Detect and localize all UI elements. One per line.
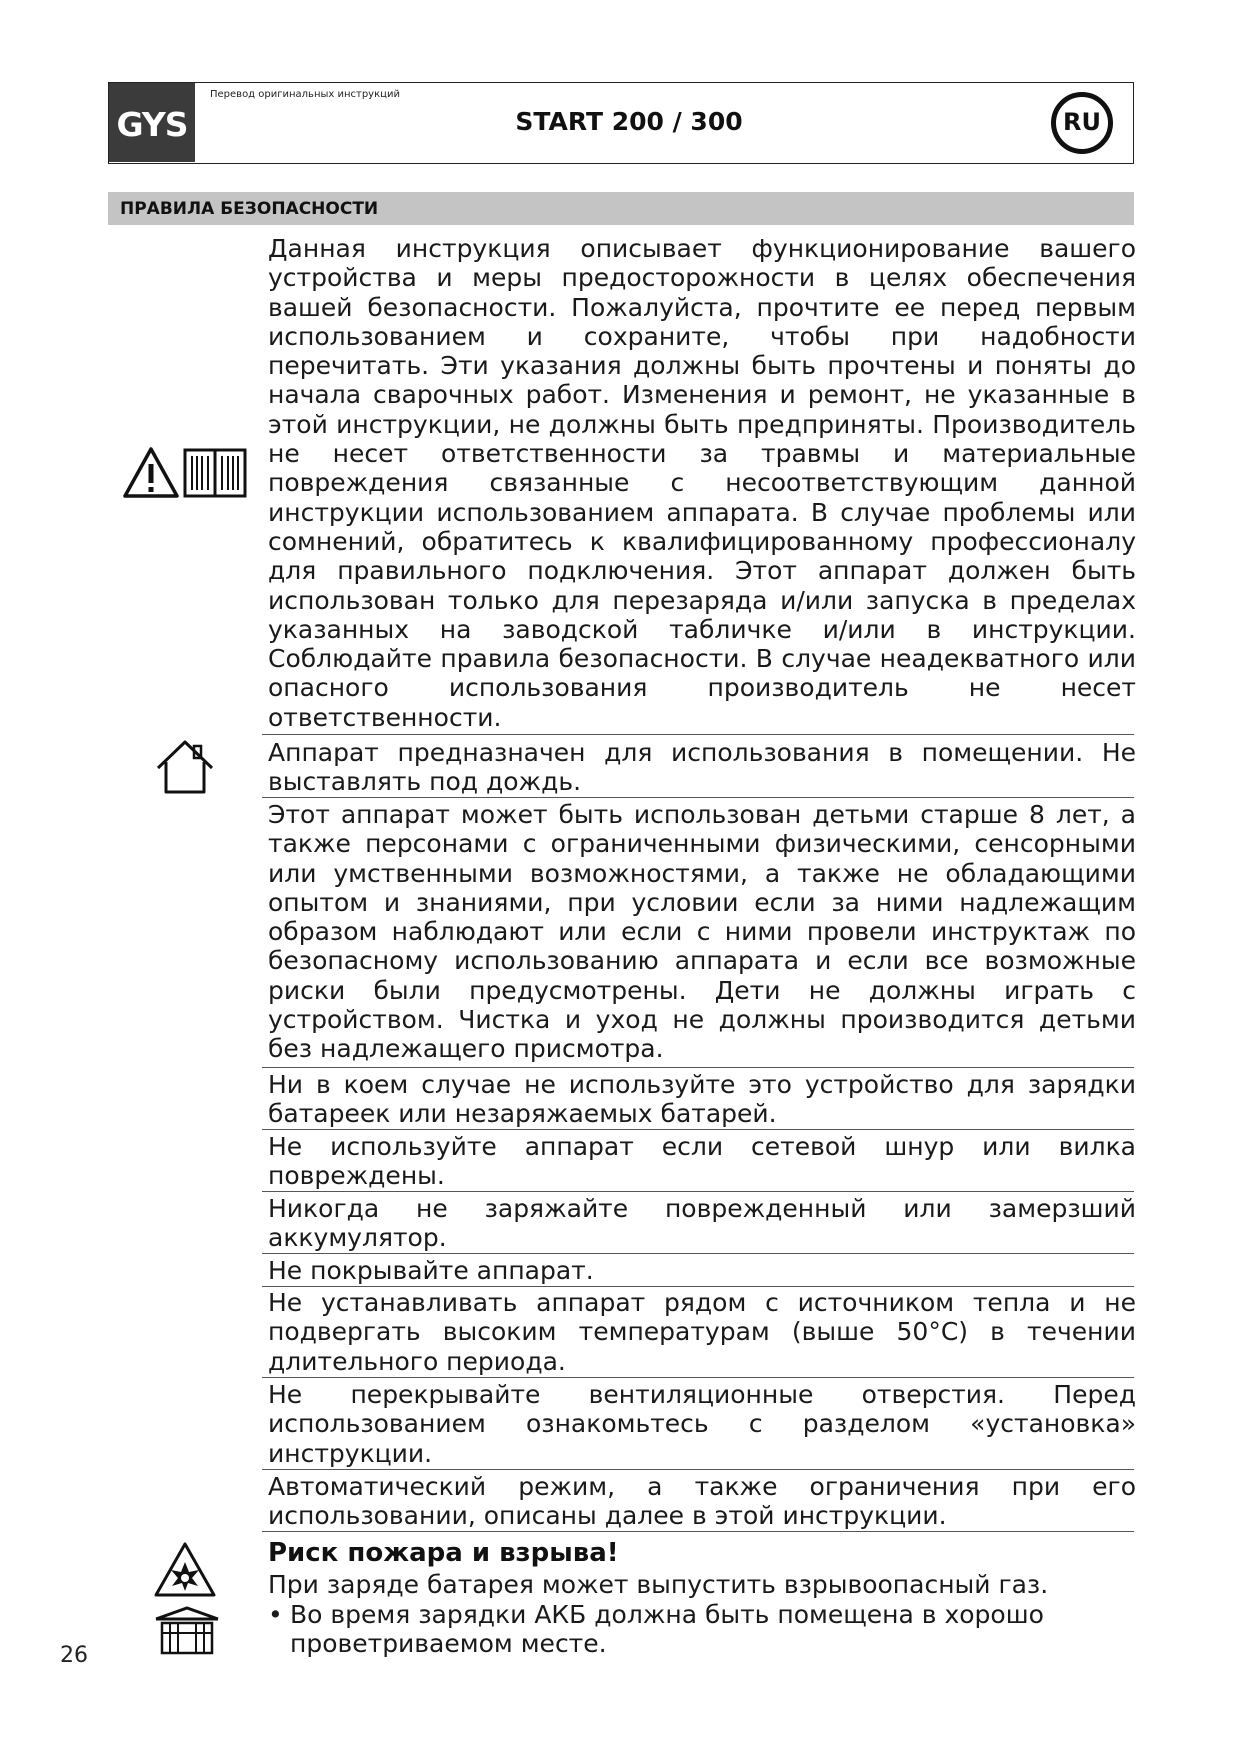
ventilated-room-icon xyxy=(152,1605,222,1657)
safety-paragraph: Аппарат предназначен для использования в помещении. Не выставлять под дождь. xyxy=(268,738,1136,797)
divider xyxy=(262,1286,1134,1287)
language-code: RU xyxy=(1063,108,1101,136)
document-header xyxy=(108,82,1134,164)
safety-paragraph: Ни в коем случае не используйте это устройство для зарядки батареек или незаряжаемых батарей. xyxy=(268,1070,1136,1129)
safety-paragraph: Никогда не заряжайте поврежденный или замерзший аккумулятор. xyxy=(268,1194,1136,1253)
safety-paragraph: Не устанавливать аппарат рядом с источником тепла и не подвергать высоким температурам (выше 50°C) в течении длительного периода. xyxy=(268,1288,1136,1376)
section-title: ПРАВИЛА БЕЗОПАСНОСТИ xyxy=(120,199,379,219)
page-number: 26 xyxy=(60,1643,88,1668)
safety-paragraph: Данная инструкция описывает функционирование вашего устройства и меры предосторожности в целях обеспечения вашей безопасности. Пожалуйста, прочтите ее перед первым использованием и сохраните, чтобы при надобности перечитать. Эти указания должны быть прочтены и поняты до начала сварочных работ. Изменения и ремонт, не указанные в этой инструкции, не должны быть предприняты. Производитель не несет ответственности за травмы и материальные повреждения связанные с несоответствующим данной инструкции использованием аппарата. В случае проблемы или сомнений, обратитесь к квалифицированному профессионалу для правильного подключения. Этот аппарат должен быть использован только для перезаряда и/или запуска в пределах указанных на заводской табличке и/или в инструкции. Соблюдайте правила безопасности. В случае неадекватного или опасного использования производитель не несет ответственности. xyxy=(268,234,1136,732)
divider xyxy=(262,797,1134,798)
document-title: START 200 / 300 xyxy=(515,107,743,136)
header-subtitle: Перевод оригинальных инструкций xyxy=(210,89,400,100)
warning-triangle-icon xyxy=(122,446,180,500)
bullet-text: Во время зарядки АКБ должна быть помещена в хорошо проветриваемом месте. xyxy=(290,1600,1044,1659)
divider xyxy=(262,1067,1134,1068)
divider xyxy=(262,1191,1134,1192)
safety-paragraph: Не используйте аппарат если сетевой шнур или вилка повреждены. xyxy=(268,1132,1136,1191)
bullet-symbol: • xyxy=(268,1600,283,1629)
risk-text: При заряде батарея может выпустить взрывоопасный газ. xyxy=(268,1570,1049,1599)
divider xyxy=(262,1531,1134,1532)
divider xyxy=(262,1253,1134,1254)
indoor-house-icon xyxy=(154,738,216,796)
safety-paragraph: Этот аппарат может быть использован детьми старше 8 лет, а также персонами с ограниченными физическими, сенсорными или умственными возможностями, а также не обладающими опытом и знаниями, при условии если за ними надлежащим образом наблюдают или если с ними провели инструктаж по безопасному использованию аппарата и если все возможные риски были предусмотрены. Дети не должны играть с устройством. Чистка и уход не должны производится детьми без надлежащего присмотра. xyxy=(268,800,1136,1064)
safety-paragraph: Не перекрывайте вентиляционные отверстия. Перед использованием ознакомьтесь с разделом «установка» инструкции. xyxy=(268,1380,1136,1468)
safety-paragraph: Не покрывайте аппарат. xyxy=(268,1256,594,1285)
language-badge xyxy=(1051,92,1113,154)
divider xyxy=(262,734,1134,735)
logo-text: GYS xyxy=(116,105,188,144)
divider xyxy=(262,1377,1134,1378)
divider xyxy=(262,1129,1134,1130)
explosion-warning-icon xyxy=(152,1540,218,1600)
divider xyxy=(262,1469,1134,1470)
gys-logo xyxy=(109,83,195,162)
manual-book-icon xyxy=(182,446,248,500)
section-header xyxy=(108,192,1134,225)
safety-paragraph: Автоматический режим, а также ограничения при его использовании, описаны далее в этой инструкции. xyxy=(268,1472,1136,1531)
risk-title: Риск пожара и взрыва! xyxy=(268,1538,619,1568)
